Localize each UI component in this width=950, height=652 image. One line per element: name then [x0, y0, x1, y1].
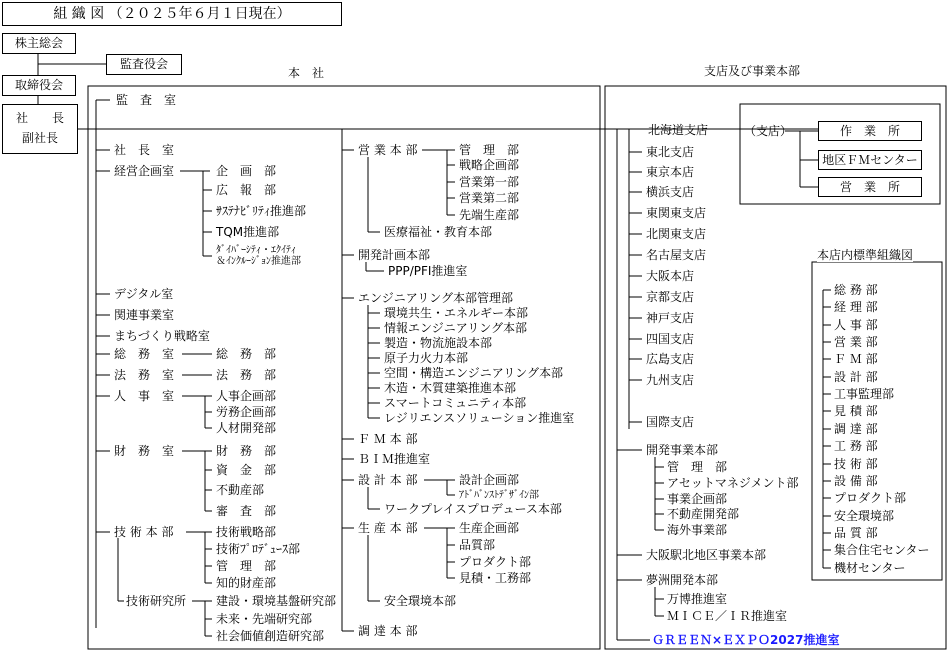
audit-office: 監 査 室 — [116, 93, 177, 107]
dev-planning-hq: 開発計画本部 — [358, 248, 431, 262]
branch-note-child-2-label: 地区ＦＭセンター — [822, 153, 918, 167]
research-child-2: 未来・先端研究部 — [216, 612, 313, 626]
standard-org-item: 機材センター — [834, 560, 906, 575]
finance-child-2: 資 金 部 — [216, 463, 277, 477]
standard-org-item: 工 務 部 — [834, 439, 878, 454]
legal-office: 法 務 室 — [114, 368, 175, 382]
hr-child-1: 人事企画部 — [216, 389, 277, 403]
branch-4: 横浜支店 — [646, 185, 695, 199]
branches-section-label: 支店及び事業本部 — [704, 64, 801, 78]
branch-5: 東関東支店 — [646, 206, 707, 220]
sales-hq: 営 業 本 部 — [358, 143, 418, 157]
branch-note-child-3-label: 営 業 所 — [839, 180, 900, 194]
president-label: 社 長 — [15, 111, 64, 125]
yumeshima-child-2: ＭＩＣＥ／ＩＲ推進室 — [667, 609, 788, 623]
standard-org-item: 技 術 部 — [834, 456, 878, 471]
sales-child-4: 営業第二部 — [459, 191, 520, 205]
finance-child-3: 不動産部 — [216, 483, 265, 497]
technology-hq: 技 術 本 部 — [114, 525, 174, 539]
medical-hq: 医療福祉・教育本部 — [384, 225, 493, 239]
branch-note-child-3 — [818, 177, 922, 197]
dei-line-1: ﾀﾞｲﾊﾞｰｼﾃｨ・ｴｸｲﾃｨ — [216, 245, 296, 256]
hr-office: 人 事 室 — [114, 389, 175, 403]
standard-org-item: 品 質 部 — [834, 525, 878, 540]
standard-org-item: 安全環境部 — [834, 508, 895, 523]
technology-child-1: 技術戦略部 — [216, 525, 277, 539]
branch-13: 九州支店 — [646, 373, 695, 387]
finance-child-4: 審 査 部 — [216, 504, 277, 518]
osaka-north-hq: 大阪駅北地区事業本部 — [646, 548, 767, 562]
production-child-2: 品質部 — [459, 538, 496, 552]
technology-child-4: 知的財産部 — [216, 576, 277, 590]
finance-child-1: 財 務 部 — [216, 444, 277, 458]
workplace-hq: ワークプレイスプロデュース本部 — [384, 502, 562, 516]
eng-child-7: スマートコミュニティ本部 — [384, 396, 527, 410]
research-child-1: 建設・環境基盤研究部 — [216, 594, 337, 608]
standard-org-item: 総 務 部 — [834, 283, 878, 297]
branch-note-label: （支店） — [744, 124, 793, 138]
standard-org-item: 設 計 部 — [834, 369, 878, 384]
eng-child-4: 原子力火力本部 — [384, 351, 469, 365]
digital-office: デジタル室 — [114, 287, 174, 301]
dev-business-child-3: 事業企画部 — [667, 492, 728, 506]
hr-child-2: 労務企画部 — [216, 405, 277, 419]
standard-org-item: 人 事 部 — [834, 317, 878, 332]
branch-6: 北関東支店 — [646, 227, 707, 241]
standard-org-item: 工事監理部 — [834, 387, 895, 402]
legal-dept: 法 務 部 — [216, 368, 277, 382]
standard-org-item: 集合住宅センター — [834, 543, 930, 558]
eng-child-5: 空間・構造エンジニアリング本部 — [384, 366, 563, 380]
branch-7: 名古屋支店 — [646, 248, 707, 262]
dev-business-hq: 開発事業本部 — [646, 443, 719, 457]
bim-office: ＢＩＭ推進室 — [358, 452, 431, 466]
branch-note-child-1-label: 作 業 所 — [839, 124, 900, 138]
technology-child-3: 管 理 部 — [216, 559, 277, 573]
eng-child-1: 環境共生・エネルギー本部 — [384, 306, 529, 320]
branch-9: 京都支店 — [646, 290, 695, 304]
dev-business-child-5: 海外事業部 — [667, 523, 728, 537]
design-hq: 設 計 本 部 — [358, 473, 418, 487]
research-institute: 技術研究所 — [126, 594, 187, 608]
branch-10: 神戸支店 — [646, 311, 695, 325]
president-office: 社 長 室 — [114, 143, 175, 157]
production-child-4: 見積・工務部 — [459, 571, 532, 585]
hr-child-3: 人材開発部 — [216, 421, 277, 435]
eng-child-8: レジリエンスソリューション推進室 — [384, 411, 575, 425]
branch-note-child-2 — [818, 150, 922, 170]
sales-child-1: 管 理 部 — [459, 143, 520, 157]
safety-hq: 安全環境本部 — [384, 594, 457, 608]
standard-org-item: 調 達 部 — [834, 421, 878, 436]
standard-org-title: 本店内標準組織図 — [817, 248, 914, 262]
standard-org-item: プロダクト部 — [834, 491, 907, 506]
dei-line-2: ＆ｲﾝｸﾙｰｼﾞｮﾝ推進部 — [216, 256, 301, 267]
shareholders-box — [2, 33, 76, 54]
fm-hq: Ｆ Ｍ 本 部 — [358, 432, 418, 446]
green-expo-office: ＧＲＥＥＮ×ＥＸＰＯ2027推進室 — [652, 633, 840, 647]
board-label: 取締役会 — [14, 78, 63, 92]
branch-12: 広島支店 — [646, 352, 695, 366]
standard-org-item: 営 業 部 — [834, 335, 878, 350]
vice-president-label: 副社長 — [21, 131, 58, 145]
procurement-hq: 調 達 本 部 — [358, 624, 418, 638]
branch-8: 大阪本店 — [646, 269, 695, 283]
production-child-3: プロダクト部 — [459, 555, 532, 569]
auditors-box — [106, 54, 182, 75]
standard-org-item: 見 積 部 — [834, 404, 878, 419]
finance-office: 財 務 室 — [114, 444, 175, 458]
eng-child-3: 製造・物流施設本部 — [384, 336, 493, 350]
corp-planning: 経営企画室 — [114, 164, 175, 178]
chart-title-text: 組 織 図 （２０２５年６月１日現在） — [53, 6, 291, 22]
branch-11: 四国支店 — [646, 332, 695, 346]
affiliates-office: 関連事業室 — [114, 308, 175, 322]
general-affairs-dept: 総 務 部 — [216, 347, 277, 361]
standard-org-item: 経 理 部 — [834, 300, 878, 315]
sales-child-2: 戦略企画部 — [459, 158, 520, 172]
production-hq: 生 産 本 部 — [358, 521, 418, 535]
shareholders-label: 株主総会 — [14, 36, 63, 50]
standard-org-item: 設 備 部 — [834, 473, 878, 488]
international-branch: 国際支店 — [646, 415, 695, 429]
technology-child-2: 技術ﾌﾟﾛﾃﾞｭｰｽ部 — [216, 542, 301, 556]
town-dev-office: まちづくり戦略室 — [114, 329, 210, 343]
research-child-3: 社会価値創造研究部 — [216, 629, 325, 643]
chart-title — [2, 2, 342, 26]
production-child-1: 生産企画部 — [459, 521, 520, 535]
branch-2: 東北支店 — [646, 145, 695, 159]
yumeshima-hq: 夢洲開発本部 — [646, 573, 719, 587]
corp-planning-child-3: ｻｽﾃﾅﾋﾞﾘﾃｨ推進部 — [216, 204, 307, 218]
corp-planning-child-2: 広 報 部 — [216, 183, 277, 197]
corp-planning-child-4: TQM推進部 — [216, 225, 280, 239]
board-box — [2, 75, 76, 96]
auditors-label: 監査役会 — [119, 57, 168, 71]
branch-1: 北海道支店 — [648, 123, 709, 137]
yumeshima-child-1: 万博推進室 — [667, 592, 728, 606]
president-box — [2, 104, 78, 154]
dev-business-child-4: 不動産開発部 — [667, 507, 740, 521]
design-planning: 設計企画部 — [459, 473, 520, 487]
hq-section-label: 本 社 — [288, 66, 325, 80]
sales-child-3: 営業第一部 — [459, 175, 520, 189]
dev-business-child-1: 管 理 部 — [667, 460, 728, 474]
advanced-design: ｱﾄﾞﾊﾞﾝｽﾄﾃﾞｻﾞｲﾝ部 — [459, 490, 539, 501]
eng-child-2: 情報エンジニアリング本部 — [384, 321, 527, 335]
general-affairs-office: 総 務 室 — [114, 347, 175, 361]
eng-child-6: 木造・木質建築推進本部 — [384, 381, 517, 395]
branch-3: 東京本店 — [646, 165, 695, 179]
ppp-office: PPP/PFI推進室 — [388, 264, 468, 278]
standard-org-item: Ｆ Ｍ 部 — [834, 352, 878, 367]
sales-child-5: 先端生産部 — [459, 208, 520, 222]
eng-admin: エンジニアリング本部管理部 — [358, 291, 513, 305]
branch-note-child-1 — [818, 121, 922, 141]
corp-planning-child-1: 企 画 部 — [216, 164, 277, 178]
dev-business-child-2: アセットマネジメント部 — [667, 476, 799, 490]
